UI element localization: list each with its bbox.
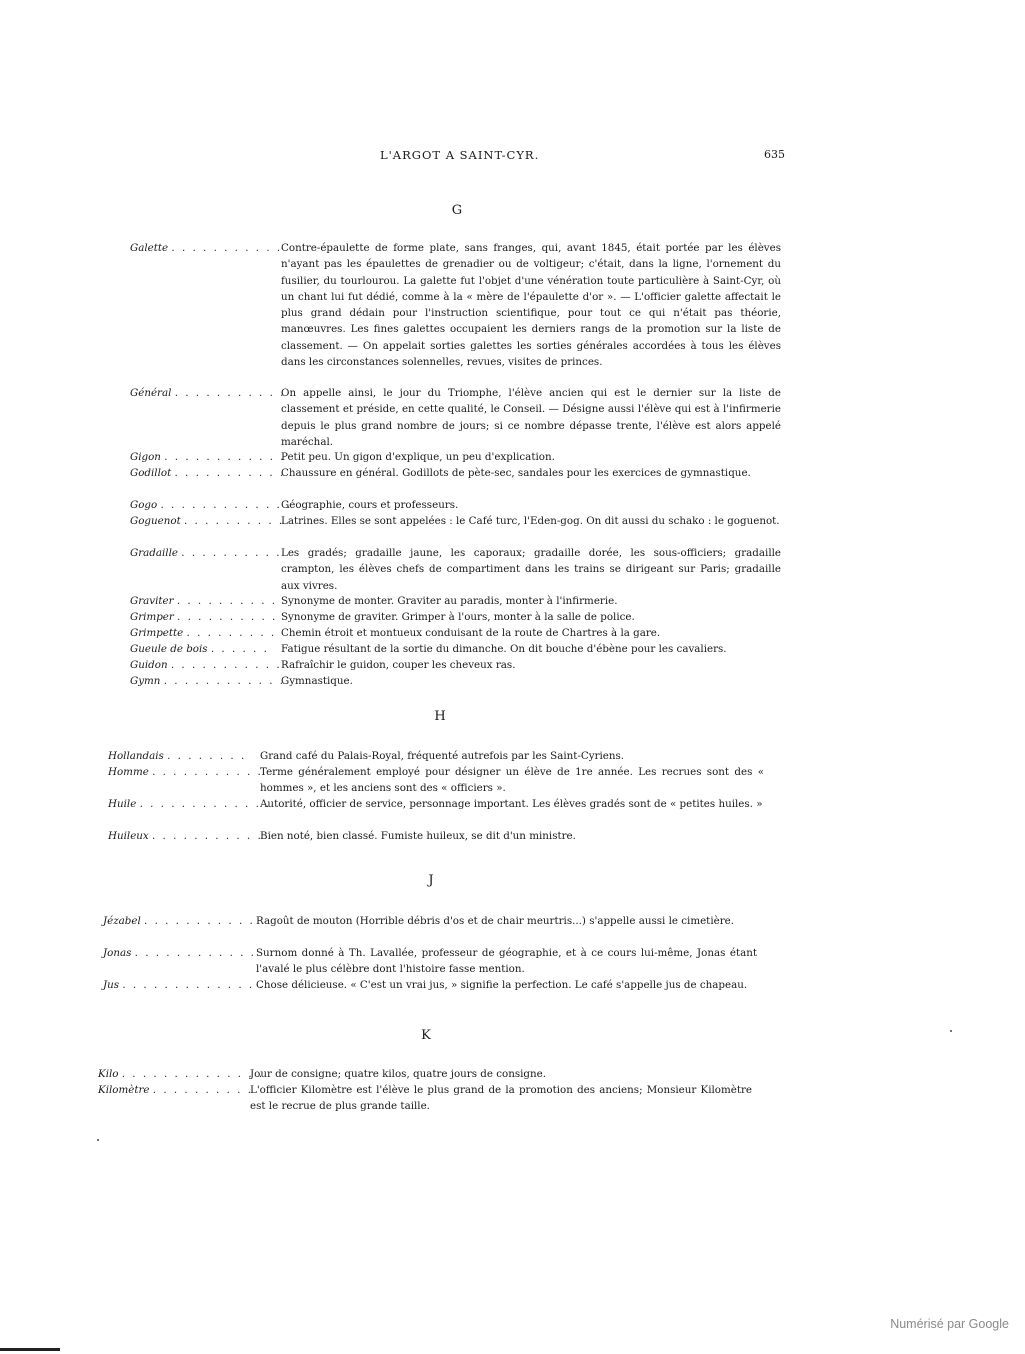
running-title: L'ARGOT A SAINT-CYR.	[380, 148, 540, 162]
page-header	[0, 148, 1025, 166]
section-letter-k: K	[421, 1028, 431, 1043]
entry-term-text: Homme	[108, 766, 149, 778]
entry-term-text: Grimper	[130, 611, 174, 623]
entry-leader-dots: . . . . . . . . . . . . .	[139, 798, 272, 810]
section-letter-h: H	[434, 709, 446, 724]
entry-term	[130, 625, 277, 641]
entry-term-text: Général	[130, 387, 172, 399]
scan-edge-mark	[0, 1348, 60, 1351]
entry-term	[130, 673, 286, 689]
entry-term	[130, 657, 282, 673]
entry-term	[98, 1066, 265, 1082]
entry-definition: Jour de consigne; quatre kilos, quatre jours de consigne.	[250, 1068, 547, 1080]
entry-term	[130, 449, 286, 465]
entry-term	[108, 796, 272, 812]
entry-term	[130, 545, 282, 561]
entry-term-text: Hollandais	[108, 750, 164, 762]
entry-definition: Grand café du Palais-Royal, fréquenté autrefois par les Saint-Cyriens.	[260, 750, 625, 762]
entry-term-text: Jonas	[103, 947, 132, 959]
entry-leader-dots: . . . . . . . . . . .	[174, 387, 286, 399]
entry-leader-dots: . . . . . . . . . . . .	[134, 947, 256, 959]
entry-term	[108, 828, 263, 844]
entry-definition: Chose délicieuse. « C'est un vrai jus, » signifie la perfection. Le café s'appelle jus de chapeau.	[256, 979, 748, 991]
entry-term-text: Jézabel	[103, 915, 141, 927]
entry-leader-dots: . . . . . . . . . . . .	[163, 675, 286, 687]
entry-term-text: Galette	[130, 242, 169, 254]
entry-leader-dots: . . . . . .	[210, 643, 269, 655]
entry-definition: Surnom donné à Th. Lavallée, professeur de géographie, et à ce cours lui-même, Jonas étant l'avalé le plus célèbre dont l'histoire fasse mention.	[256, 947, 757, 976]
entry-term-text: Goguenot	[130, 515, 181, 527]
entry-leader-dots: . . . . . . . . . . .	[152, 766, 263, 778]
entry-leader-dots: . . . . . . . . . . .	[152, 830, 263, 842]
entry-term	[130, 385, 286, 401]
page-number: 635	[764, 148, 785, 161]
entry-definition: Synonyme de monter. Graviter au paradis, monter à l'infirmerie.	[281, 595, 618, 607]
entry-definition: Ragoût de mouton (Horrible débris d'os et de chair meurtris...) s'appelle aussi le cimetière.	[256, 915, 734, 927]
entry-definition: Chemin étroit et montueux conduisant de la route de Chartres à la gare.	[281, 627, 661, 639]
entry-term-text: Huile	[108, 798, 137, 810]
entry-term-text: Gigon	[130, 451, 161, 463]
entry-term-text: Godillot	[130, 467, 172, 479]
entry-definition: Géographie, cours et professeurs.	[281, 499, 459, 511]
entry-term	[98, 1082, 253, 1098]
entry-definition: Synonyme de graviter. Grimper à l'ours, monter à la salle de police.	[281, 611, 635, 623]
entry-term	[103, 945, 256, 961]
entry-term	[130, 465, 286, 481]
entry-term-text: Jus	[103, 979, 120, 991]
entry-term	[130, 609, 278, 625]
entry-leader-dots: . . . . . . . . . . .	[171, 242, 283, 254]
entry-term	[108, 748, 252, 764]
scan-speck	[97, 1139, 99, 1141]
entry-definition: L'officier Kilomètre est l'élève le plus grand de la promotion des anciens; Monsieur Kilomètre est le recrue de plus grande taille.	[250, 1084, 752, 1113]
entry-term-text: Gueule de bois	[130, 643, 208, 655]
entry-definition: Chaussure en général. Godillots de pète-sec, sandales pour les exercices de gymnastique.	[281, 467, 751, 479]
entry-term	[108, 764, 263, 780]
entry-leader-dots: . . . . . . . . .	[186, 627, 277, 639]
entry-definition: Petit peu. Un gigon d'explique, un peu d'explication.	[281, 451, 555, 463]
entry-definition: On appelle ainsi, le jour du Triomphe, l'élève ancien qui est le dernier sur la liste de classement et préside, en cette qualité, le Conseil. — Désigne aussi l'élève qui est à l'infirmerie depuis le plus grand nombre de jours; si ce nombre dépasse trente, l'élève est alors appelé maréchal.	[281, 387, 781, 448]
section-letter-g: G	[451, 203, 463, 218]
entry-term-text: Kilomètre	[98, 1084, 150, 1096]
entry-leader-dots: . . . . . . . . . . .	[144, 915, 255, 927]
entry-term-text: Graviter	[130, 595, 174, 607]
entry-term-text: Guidon	[130, 659, 168, 671]
entry-definition: Gymnastique.	[281, 675, 353, 687]
digitization-watermark: Numérisé par Google	[890, 1317, 1009, 1331]
scan-speck	[950, 1030, 952, 1032]
entry-definition: Fatigue résultant de la sortie du dimanche. On dit bouche d'ébène pour les cavaliers.	[281, 643, 727, 655]
section-letter-j: J	[428, 873, 434, 888]
entry-leader-dots: . . . . . . . . . . .	[170, 659, 282, 671]
entry-term	[130, 240, 283, 256]
entry-leader-dots: . . . . . . . . . .	[181, 547, 282, 559]
entry-term-text: Huileux	[108, 830, 149, 842]
entry-term-text: Gymn	[130, 675, 161, 687]
entry-definition: Terme généralement employé pour désigner un élève de 1re année. Les recrues sont des « hommes », et les anciens sont des « officiers ».	[260, 766, 764, 795]
entry-leader-dots: . . . . . . . . . .	[177, 611, 278, 623]
entry-leader-dots: . . . . . . . . . . . . .	[160, 499, 293, 511]
entry-leader-dots: . . . . . . . . . . . . . .	[121, 1068, 265, 1080]
entry-term	[103, 913, 255, 929]
entry-term	[130, 513, 285, 529]
entry-term	[130, 641, 273, 657]
entry-leader-dots: . . . . . . . . . .	[184, 515, 285, 527]
entry-leader-dots: . . . . . . . . . . .	[174, 467, 286, 479]
entry-leader-dots: . . . . . . . . . . . .	[164, 451, 286, 463]
entry-term	[130, 593, 278, 609]
entry-definition: Autorité, officier de service, personnage important. Les élèves gradés sont de « petites huiles. »	[260, 798, 763, 810]
entry-leader-dots: . . . . . . . . . . . . . .	[122, 979, 265, 991]
entry-term-text: Grimpette	[130, 627, 184, 639]
entry-definition: Bien noté, bien classé. Fumiste huileux, se dit d'un ministre.	[260, 830, 576, 842]
entry-term	[130, 497, 293, 513]
entry-definition: Latrines. Elles se sont appelées : le Café turc, l'Eden-gog. On dit aussi du schako : le goguenot.	[281, 515, 780, 527]
entry-term-text: Kilo	[98, 1068, 119, 1080]
entry-definition: Rafraîchir le guidon, couper les cheveux ras.	[281, 659, 516, 671]
entry-leader-dots: . . . . . . . . . .	[152, 1084, 253, 1096]
entry-term	[103, 977, 265, 993]
entry-term-text: Gogo	[130, 499, 158, 511]
entry-leader-dots: . . . . . . . . . .	[176, 595, 278, 607]
entry-definition: Contre-épaulette de forme plate, sans franges, qui, avant 1845, était portée par les élèves n'ayant pas les épaulettes de grenadier ou de voltigeur; c'était, dans la ligne, l'ornement du fusilier, du tourlourou. La galette fut l'objet d'une vénération toute particulière à Saint-Cyr, où un chant lui fut dédié, comme à la « mère de l'épaulette d'or ». — L'officier galette affectait le plus grand dédain pour l'instruction scientifique, pour tout ce qui n'était pas théorie, manœuvres. Les fines galettes occupaient les derniers rangs de la promotion sur la liste de classement. — On appelait sorties galettes les sorties générales accordées à tous les élèves dans les circonstances solennelles, revues, visites de princes.	[281, 242, 781, 369]
entry-definition: Les gradés; gradaille jaune, les caporaux; gradaille dorée, les sous-officiers; gradaille crampton, les élèves chefs de compartiment dans les trains se dirigeant sur Paris; gradaille aux vivres.	[281, 547, 781, 592]
entry-term-text: Gradaille	[130, 547, 178, 559]
entry-leader-dots: . . . . . . . .	[167, 750, 247, 762]
